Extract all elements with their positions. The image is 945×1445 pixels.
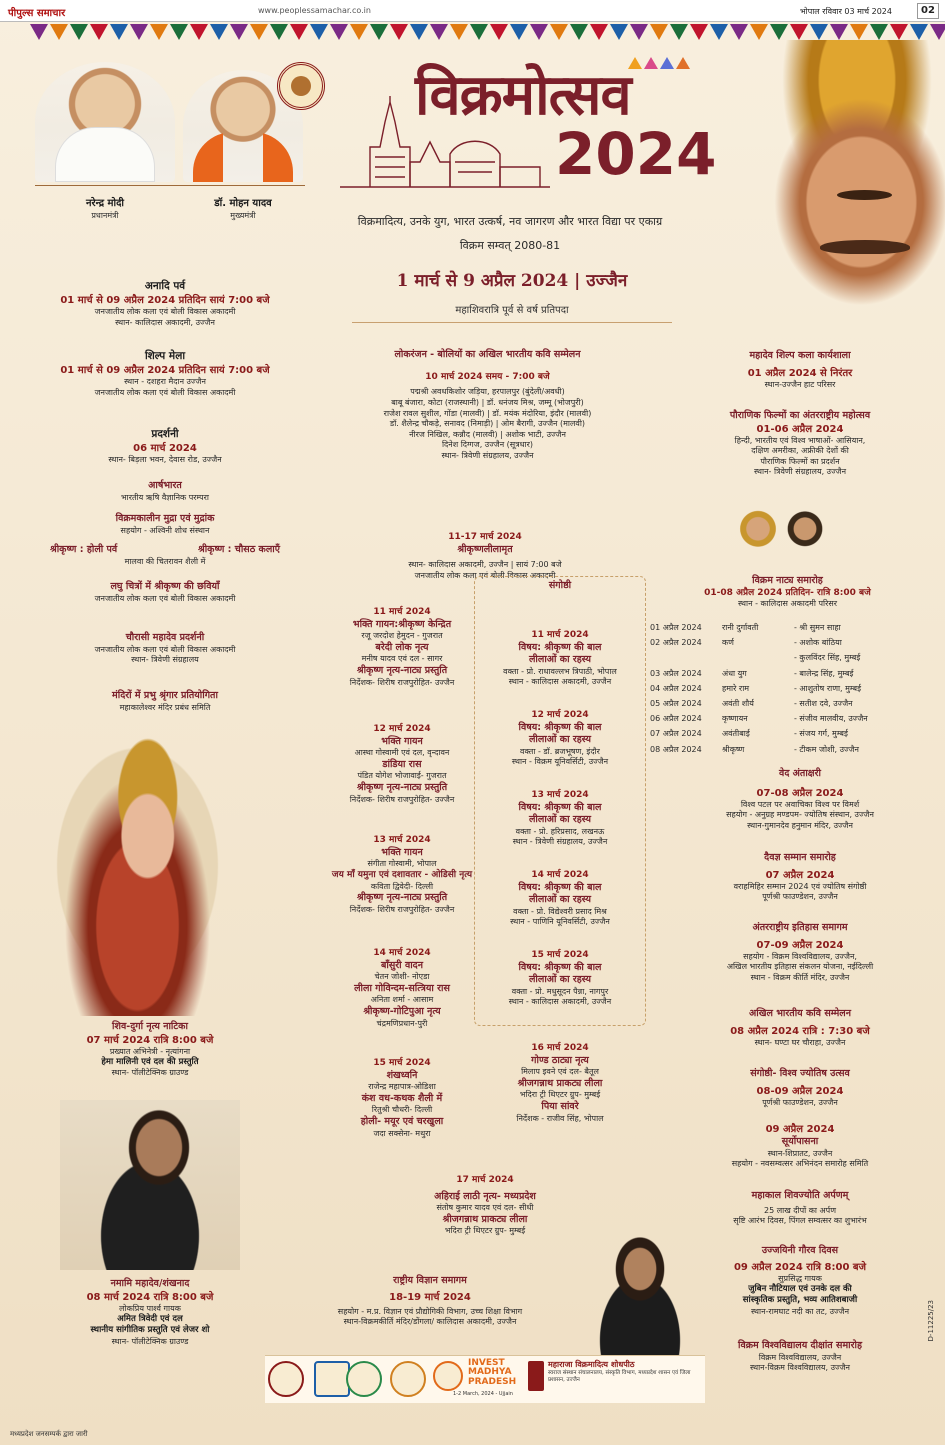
- event-title: विक्रम विश्वविद्यालय दीक्षांत समारोह: [738, 1340, 862, 1351]
- festival-year: 2024: [555, 120, 717, 188]
- day-date: 17 मार्च 2024: [456, 1175, 514, 1185]
- event-mudra: [30, 513, 300, 536]
- shodhpeeth-sub: स्वराज संस्थान संचालनालय, संस्कृति विभाग, मध्यप्रदेश शासन एवं जिला प्रशासन, उज्जैन: [548, 1370, 691, 1384]
- sangoshti-heading-block: [474, 580, 646, 593]
- venue-line: स्थान - विक्रम यूनिवर्सिटी, उज्जैन: [511, 757, 609, 767]
- event-line: स्थान- कालिदास अकादमी, उज्जैन: [115, 317, 215, 327]
- event-line: स्थान-गुमानदेव हनुमान मंदिर, उज्जैन: [747, 820, 853, 830]
- event-krishnaleelamrit: [330, 532, 640, 582]
- natya-director: - सतीश दवे, उज्जैन: [794, 699, 853, 709]
- event-date: 01 मार्च से 09 अप्रैल 2024 प्रतिदिन सायं 7:00 बजे: [60, 294, 270, 306]
- topic-line: विषय: श्रीकृष्ण की बाल: [518, 961, 602, 973]
- event-ujjayini-gaurav: [680, 1245, 920, 1317]
- topic-line: विषय: श्रीकृष्ण की बाल: [518, 721, 602, 733]
- program-line: पंडित योगेश भोजावाई- गुजरात: [357, 771, 447, 781]
- event-title: पौराणिक फिल्मों का अंतरराष्ट्रीय महोत्सव: [729, 410, 871, 421]
- natya-row: [650, 726, 882, 741]
- event-chaurasi-mahadev: [30, 632, 300, 666]
- event-date: 08 मार्च 2024 रात्रि 8:00 बजे: [86, 1291, 214, 1303]
- event-title: श्रीकृष्णलीलामृत: [457, 543, 513, 555]
- program-line: संगीता गोस्वामी, भोपाल: [367, 859, 437, 869]
- event-title: श्रीकृष्ण : चौसठ कलाएँ: [197, 544, 280, 555]
- program-line: मिलाप इवने एवं दल- बैतूल: [521, 1067, 599, 1077]
- event-pradarshani: [30, 428, 300, 466]
- natya-date: 04 अप्रैल 2024: [650, 683, 702, 693]
- program-title: लीला गोविन्दम-सत्त्रिया रास: [354, 982, 450, 994]
- event-line: सहयोग - अश्विनी शोध संस्थान: [120, 525, 210, 535]
- topic-line: लीलाओं का रहस्य: [528, 974, 592, 986]
- invest-mp-sub: 1-2 March, 2024 - Ujjain: [453, 1391, 513, 1397]
- event-mahakal-jyoti: [680, 1190, 920, 1227]
- natya-play: श्रीकृष्ण: [722, 744, 745, 754]
- event-line: हिन्दी, भारतीय एवं विश्व भाषाओं- आसियान,: [734, 435, 866, 445]
- natya-director: - कुलविंदर सिंह, मुम्बई: [794, 653, 861, 663]
- program-line: रितुश्री चौधरी- दिल्ली: [371, 1105, 433, 1115]
- event-line: जुबिन नौटियाल एवं उनके दल की: [748, 1284, 852, 1295]
- natya-row: [650, 650, 882, 665]
- program-title: पिया सांवरे: [541, 1101, 579, 1113]
- event-line: लोकप्रिय पार्श्व गायक: [119, 1303, 181, 1313]
- title-triangle: [676, 57, 690, 69]
- event-line: जनजातीय लोक कला एवं बोली विकास अकादमी: [94, 644, 236, 654]
- vikram-logo: [268, 1361, 304, 1397]
- pm-role: प्रधानमंत्री: [91, 211, 119, 220]
- event-line: जनजातीय लोक कला एवं बोली विकास अकादमी: [94, 307, 236, 317]
- event-anadi-parv: [30, 280, 300, 328]
- program-title: श्रीजगन्नाथ प्राकट्य लीला: [517, 1077, 603, 1089]
- sangoshti-heading: संगोष्ठी: [548, 580, 572, 591]
- program-line: निर्देशक - राजीव सिंह, भोपाल: [516, 1113, 604, 1123]
- natya-director: - अशोक बांठिया: [794, 638, 842, 648]
- day-16-march: [474, 1043, 646, 1124]
- event-title: लोकरंजन - बोलियों का अखिल भारतीय कवि सम्मेलन: [394, 349, 581, 360]
- venue-line: स्थान - कालिदास अकादमी, उज्जैन: [508, 677, 612, 687]
- festival-title: विक्रमोत्सव: [415, 62, 631, 128]
- day-12-march: [312, 724, 492, 805]
- event-line: स्थान-विक्रम विश्वविद्यालय, उज्जैन: [750, 1363, 850, 1373]
- event-line: स्थान- पॉलीटेक्निक ग्राउण्ड: [111, 1336, 189, 1346]
- program-line: कविता द्विवेदी- दिल्ली: [370, 881, 434, 891]
- day-date: 12 मार्च 2024: [373, 724, 431, 734]
- program-line: निर्देशक- शिरीष राजपुरोहित- उज्जैन: [349, 904, 455, 914]
- event-date: 18-19 मार्च 2024: [389, 1291, 471, 1303]
- event-line: जनजातीय लोक कला एवं बोली विकास अकादमी: [94, 593, 236, 603]
- event-line: हेमा मालिनी एवं दल की प्रस्तुति: [101, 1057, 199, 1068]
- day-date: 11 मार्च 2024: [373, 607, 431, 617]
- natya-director: - टीकम जोशी, उज्जैन: [794, 744, 859, 754]
- newspaper-brand: पीपुल्स समाचार: [8, 8, 66, 19]
- event-line: सृष्टि आरंभ दिवस, पिंगल सम्वत्सर का शुभारंभ: [733, 1216, 867, 1226]
- cm-name: डॉ. मोहन यादव: [214, 198, 272, 209]
- program-line: जदा सक्सेना- मथुरा: [373, 1128, 431, 1138]
- event-line: वराहमिहिर सम्मान 2024 एवं ज्योतिष संगोष्ठी: [733, 881, 867, 891]
- event-line: स्थान-उज्जैन हाट परिसर: [764, 379, 836, 389]
- event-laghu-chitra: [30, 581, 300, 604]
- natya-director: - आशुतोष राणा, मुम्बई: [794, 683, 862, 693]
- event-line: स्थान- घण्टा घर चौराहा, उज्जैन: [754, 1037, 846, 1047]
- venue-line: स्थान - कालिदास अकादमी, उज्जैन: [508, 997, 612, 1007]
- event-line: स्थान-रामघाट नदी का तट, उज्जैन: [750, 1306, 850, 1316]
- footer: [0, 1352, 945, 1445]
- natya-row: [650, 635, 882, 650]
- cm-role: मुख्यमंत्री: [230, 211, 256, 220]
- program-line: आस्था गोस्वामी एवं दल, वृन्दावन: [354, 748, 450, 758]
- program-title: डांडिया रास: [382, 758, 422, 770]
- event-date: 01-06 अप्रैल 2024: [756, 423, 844, 435]
- event-line: सांस्कृतिक प्रस्तुति, भव्य आतिशबाजी: [742, 1295, 858, 1306]
- event-title: प्रदर्शनी: [151, 428, 179, 440]
- topic-line: लीलाओं का रहस्य: [528, 894, 592, 906]
- natya-play: अवंतीबाई: [722, 729, 750, 739]
- event-itihas-samagam: [680, 922, 920, 983]
- event-title: महादेव शिल्प कला कार्यशाला: [749, 350, 851, 361]
- speaker-line: वक्ता - प्रो. मधुसूदन पैन्ना, नागपुर: [511, 986, 609, 996]
- natya-schedule-table: [650, 620, 882, 757]
- program-line: रजू जरदोश हेमुदन - गुजरात: [361, 631, 443, 641]
- natya-date: 02 अप्रैल 2024: [650, 638, 702, 648]
- event-title: विक्रम नाट्य समारोह: [752, 575, 823, 586]
- day-date: 13 मार्च 2024: [531, 790, 589, 800]
- event-namami-mahadev: [30, 1278, 270, 1347]
- event-kavi-sammelan: [680, 1008, 920, 1048]
- event-line: महाकालेश्वर मंदिर प्रबंध समिति: [119, 702, 211, 712]
- program-title: शंखध्वनि: [386, 1069, 418, 1081]
- program-title: श्रीकृष्ण नृत्य-नाट्य प्रस्तुति: [356, 665, 448, 677]
- event-line: अखिल भारतीय इतिहास संकलन योजना, नईदिल्ली: [726, 962, 874, 972]
- event-mahadev-shilp: [690, 350, 910, 390]
- sangoshti-day-15: [474, 950, 646, 1008]
- event-title: नमामि महादेव/शंखनाद: [110, 1278, 190, 1289]
- natya-row: [650, 666, 882, 681]
- sangoshti-day-12: [474, 710, 646, 768]
- event-line: मालवा की चितरावन शैली में: [124, 556, 206, 566]
- incredible-india-logo: [314, 1361, 350, 1397]
- natya-director: - संजीव मालवीय, उज्जैन: [794, 714, 868, 724]
- event-natya-samaroh: [660, 575, 915, 610]
- program-title: बरेदी लोक नृत्य: [375, 641, 429, 653]
- event-line: सहयोग - अनुग्रह मण्डपम- ज्योतिष संस्थान, उज्जैन: [726, 810, 874, 820]
- event-shiv-durga: [30, 1021, 270, 1079]
- event-line: स्थान-शिप्रातट, उज्जैन: [767, 1148, 833, 1158]
- speaker-line: वक्ता - प्रो. हरिप्रसाद, लखनऊ: [515, 826, 605, 836]
- government-emblem: [277, 62, 325, 110]
- event-date: 07-09 अप्रैल 2024: [756, 939, 844, 951]
- event-title: आर्षभारत: [148, 480, 182, 491]
- event-line: 25 लाख दीपों का अर्पण: [764, 1205, 836, 1215]
- newspaper-date: भोपाल रविवार 03 मार्च 2024: [800, 7, 892, 16]
- event-line: सहयोग - नवसम्वत्सर अभिनंदन समारोह समिति: [731, 1159, 869, 1169]
- event-line: पद्मश्री अवधकिशोर जड़िया, हरपालपुर (बुंदेली/अवधी): [410, 387, 565, 397]
- event-line: विश्व पटल पर अवाचिका विश्व पर विमर्श: [740, 799, 860, 809]
- program-title: श्रीजगन्नाथ प्राकट्य लीला: [442, 1213, 528, 1225]
- day-date: 11 मार्च 2024: [531, 630, 589, 640]
- day-date: 15 मार्च 2024: [373, 1058, 431, 1068]
- event-date: 01 मार्च से 09 अप्रैल 2024 प्रतिदिन सायं 7:00 बजे: [60, 364, 270, 376]
- event-line: पौराणिक फिल्मों का प्रदर्शन: [760, 456, 840, 466]
- event-jyotish-utsav: [680, 1068, 920, 1108]
- durga-dancer-photo: [35, 716, 240, 1016]
- event-line: राजेश रावल सुशील, गोंडा (मालवी) | डॉ. मयंक मंदोरिया, इंदौर (मालवी): [383, 408, 592, 418]
- pm-portrait: [35, 62, 175, 182]
- title-triangle: [644, 57, 658, 69]
- mpsac-logo: [346, 1361, 382, 1397]
- event-title: चौरासी महादेव प्रदर्शनी: [125, 632, 205, 643]
- topic-line: विषय: श्रीकृष्ण की बाल: [518, 641, 602, 653]
- event-line: नीरज निखिल, कन्नौद (मालवी) | अशोक भाटी, उज्जैन: [409, 429, 566, 439]
- natya-play: कृष्णायन: [722, 714, 748, 724]
- title-triangle: [628, 57, 642, 69]
- event-line: सहयोग - विक्रम विश्वविद्यालय, उज्जैन,: [743, 951, 857, 961]
- venue-line: स्थान - पाणिनि यूनिवर्सिटी, उज्जैन: [510, 917, 610, 927]
- event-vigyan-samagam: [280, 1275, 580, 1328]
- natya-date: 05 अप्रैल 2024: [650, 699, 702, 709]
- natya-date: 06 अप्रैल 2024: [650, 714, 702, 724]
- invest-mp-text: INVEST MADHYA PRADESH: [468, 1358, 517, 1387]
- event-line: दिनेश दिग्गज, उज्जैन (सूत्रधार): [441, 440, 534, 450]
- singer-photo: [60, 1100, 240, 1270]
- event-title: शिल्प मेला: [144, 350, 186, 362]
- festival-dates: 1 मार्च से 9 अप्रैल 2024 | उज्जैन: [396, 271, 628, 291]
- event-date: 09 अप्रैल 2024 रात्रि 8:00 बजे: [733, 1261, 867, 1273]
- program-title: श्रीकृष्ण नृत्य-नाट्य प्रस्तुति: [356, 892, 448, 904]
- program-line: संतोष कुमार यादव एवं दल- सीधी: [436, 1203, 534, 1213]
- program-line: निर्देशक- शिरीष राजपुरोहित- उज्जैन: [349, 677, 455, 687]
- event-line: स्थान - कालिदास अकादमी परिसर: [737, 599, 838, 609]
- event-lokranjan: [305, 349, 670, 461]
- program-title: जय माँ यमुना एवं दशावतार - ओडिसी नृत्य: [331, 869, 473, 880]
- natya-date: 07 अप्रैल 2024: [650, 729, 702, 739]
- day-17-march: [360, 1175, 610, 1237]
- event-title: अखिल भारतीय कवि सम्मेलन: [749, 1008, 851, 1019]
- program-line: भदिरा ट्री थिएटर ग्रुप- मुम्बई: [519, 1090, 601, 1100]
- event-title: शिव-दुर्गा नृत्य नाटिका: [112, 1021, 188, 1032]
- festival-subtitle: विक्रमादित्य, उनके युग, भारत उत्कर्ष, नव जागरण और भारत विद्या पर एकाग्र: [357, 215, 663, 228]
- program-title: भक्ति गायन: [381, 846, 423, 858]
- event-title: अनादि पर्व: [144, 280, 186, 292]
- natya-row: [650, 620, 882, 635]
- event-date: 01-08 अप्रैल 2024 प्रतिदिन- रात्रि 8:00 बजे: [704, 587, 871, 598]
- shodhpeeth-title: महाराजा विक्रमादित्य शोधपीठ: [548, 1360, 635, 1369]
- day-11-march: [312, 607, 492, 688]
- program-title: अहिराई लाठी नृत्य- मध्यप्रदेश: [434, 1190, 536, 1202]
- page-number: 02: [917, 3, 939, 19]
- natya-director: - संजय गर्ग, मुम्बई: [794, 729, 848, 739]
- leaders-underline: [35, 185, 305, 186]
- natya-play: कर्ण: [722, 638, 734, 648]
- natya-date: 08 अप्रैल 2024: [650, 744, 702, 754]
- program-line: भदिरा ट्री थिएटर ग्रुप- मुम्बई: [444, 1226, 526, 1236]
- speaker-line: वक्ता - प्रो. राधावल्लभ त्रिपाठी, भोपाल: [503, 666, 617, 676]
- event-line: स्थान- त्रिवेणी संग्रहालय, उज्जैन: [753, 467, 847, 477]
- day-date: 15 मार्च 2024: [531, 950, 589, 960]
- vikram-samvat: विक्रम सम्वत् 2080-81: [459, 239, 561, 252]
- program-title: होली- मयूर एवं चरखुला: [360, 1116, 444, 1128]
- topic-line: विषय: श्रीकृष्ण की बाल: [518, 881, 602, 893]
- natya-play: हमारे राम: [722, 683, 750, 693]
- issued-by: मध्यप्रदेश जनसम्पर्क द्वारा जारी: [10, 1430, 88, 1438]
- sangoshti-day-13: [474, 790, 646, 848]
- program-line: मनीष यादव एवं दल - सागर: [361, 654, 443, 664]
- event-line: प्रख्यात अभिनेत्री - नृत्यांगना: [109, 1046, 191, 1056]
- program-title: गोण्ड ठाट्या नृत्य: [531, 1054, 589, 1066]
- event-line: अमित त्रिवेदी एवं दल: [117, 1314, 183, 1325]
- vikramaditya-portrait: [725, 40, 945, 310]
- natya-row: [650, 696, 882, 711]
- program-title: भक्ति गायन:श्रीकृष्ण केन्द्रित: [352, 618, 452, 630]
- sangoshti-day-14: [474, 870, 646, 928]
- event-line: पूर्णश्री फाउण्डेशन, उज्जैन: [762, 892, 838, 902]
- event-krishna-holi: [50, 544, 280, 567]
- event-daivagya-samman: [680, 852, 920, 903]
- natya-play: रानी दुर्गावती: [722, 623, 759, 633]
- event-line: डॉ. शैलेन्द्र चौकड़े, सनावद (निमाड़ी) | ओम बैरागी, उज्जैन (मालवी): [389, 419, 586, 429]
- event-title: दैवज्ञ सम्मान समारोह: [764, 852, 836, 863]
- day-date: 13 मार्च 2024: [373, 835, 431, 845]
- event-line: विक्रम विश्वविद्यालय, उज्जैन: [758, 1352, 842, 1362]
- title-triangle: [660, 57, 674, 69]
- event-line: भारतीय ऋषि वैज्ञानिक परम्परा: [121, 492, 209, 502]
- newspaper-url: www.peoplessamachar.co.in: [258, 6, 371, 15]
- program-line: राजेन्द्र महापात्र-ओडिशा: [368, 1082, 436, 1092]
- event-suryopasana: [680, 1123, 920, 1170]
- event-ved-antakshari: [680, 768, 920, 831]
- program-title: भक्ति गायन: [381, 735, 423, 747]
- event-line: स्थान - विक्रम कीर्ति मंदिर, उज्जैन: [750, 972, 850, 982]
- program-title: बाँसुरी वादन: [380, 959, 424, 971]
- program-line: चंद्रमणिप्रधान-पुरी: [376, 1018, 428, 1028]
- event-line: सहयोग - म.प्र. विज्ञान एवं प्रौद्योगिकी विभाग, उच्च शिक्षा विभाग: [337, 1306, 523, 1316]
- natya-director: - श्री सुमन साहा: [794, 623, 841, 633]
- natya-play: अंधा युग: [722, 668, 747, 678]
- event-date: 07 अप्रैल 2024: [765, 869, 835, 881]
- date-underline: [352, 322, 672, 323]
- event-mandir-shringar: [30, 690, 300, 713]
- event-date: 09 अप्रैल 2024: [765, 1124, 835, 1135]
- event-title: सूर्योपासना: [781, 1136, 819, 1148]
- natya-actors-photo: [733, 505, 833, 573]
- bunting-decoration: [30, 24, 710, 44]
- day-date: 14 मार्च 2024: [373, 948, 431, 958]
- shodhpeeth-icon: [528, 1361, 544, 1391]
- event-line: बाबू बंजारा, कोटा (राजस्थानी) | डॉ. धनंजय मिश्र, जम्मू (भोजपुरी): [391, 397, 584, 407]
- event-line: स्थान - दशहरा मैदान उज्जैन: [124, 377, 206, 387]
- event-date: 07 मार्च 2024 रात्रि 8:00 बजे: [86, 1034, 214, 1046]
- event-date: 08-09 अप्रैल 2024: [756, 1085, 844, 1097]
- shodhpeeth-logo: [528, 1359, 703, 1399]
- event-line: स्थान- बिड़ला भवन, देवास रोड, उज्जैन: [108, 455, 222, 465]
- invest-mp-logo: [433, 1357, 523, 1401]
- event-line: दक्षिण अमरीका, अफ्रीकी देशों की: [751, 446, 849, 456]
- topic-line: लीलाओं का रहस्य: [528, 814, 592, 826]
- event-line: स्थान- त्रिवेणी संग्रहालय: [131, 655, 199, 665]
- natya-play: अवंती शौर्य: [722, 699, 754, 709]
- natya-row: [650, 742, 882, 757]
- program-title: श्रीकृष्ण-गोटिपुआ नृत्य: [363, 1006, 441, 1018]
- day-14-march: [312, 948, 492, 1029]
- day-date: 14 मार्च 2024: [531, 870, 589, 880]
- event-title: संगोष्ठी- विश्व ज्योतिष उत्सव: [750, 1068, 850, 1079]
- festival-dates-sub: महाशिवरात्रि पूर्व से वर्ष प्रतिपदा: [455, 305, 569, 316]
- event-title: विक्रमकालीन मुद्रा एवं मुद्रांक: [115, 513, 215, 524]
- natya-row: [650, 681, 882, 696]
- ad-code: D-11225/23: [927, 1300, 935, 1342]
- speaker-line: वक्ता - प्रो. विद्येश्वरी प्रसाद मिश्र: [513, 906, 607, 916]
- event-date: 07-08 अप्रैल 2024: [756, 787, 844, 799]
- event-shilp-mela: [30, 350, 300, 398]
- event-title: श्रीकृष्ण : होली पर्व: [50, 544, 118, 555]
- event-title: लघु चित्रों में श्रीकृष्ण की छवियाँ: [110, 581, 220, 592]
- day-15-march: [312, 1058, 492, 1139]
- program-line: अनिता शर्मा - आसाम: [370, 995, 434, 1005]
- event-date: 10 मार्च 2024 समय - 7:00 बजे: [425, 371, 550, 382]
- event-line: स्थान-विक्रमकीर्ति मंदिर/डोंगला/ कालिदास अकादमी, उज्जैन: [343, 1317, 517, 1327]
- program-title: कंश वध-कथक शैली में: [361, 1092, 443, 1104]
- event-title: वेद अंताक्षरी: [779, 768, 821, 779]
- invest-mp-icon: [433, 1361, 463, 1391]
- pm-name: नरेन्द्र मोदी: [86, 198, 124, 209]
- event-line: जनजातीय लोक कला एवं बोली विकास अकादमी: [414, 570, 556, 580]
- event-title: मंदिरों में प्रभु श्रृंगार प्रतियोगिता: [112, 690, 218, 701]
- natya-date: 01 अप्रैल 2024: [650, 623, 702, 633]
- program-title: श्रीकृष्ण नृत्य-नाट्य प्रस्तुति: [356, 782, 448, 794]
- program-line: चेतन जोशी- नोएडा: [374, 972, 430, 982]
- event-date: 01 अप्रैल 2024 से निरंतर: [747, 367, 853, 379]
- event-line: पूर्णश्री फाउण्डेशन, उज्जैन: [762, 1097, 838, 1107]
- event-arsh-bharat: [30, 480, 300, 503]
- topic-line: लीलाओं का रहस्य: [528, 734, 592, 746]
- day-date: 12 मार्च 2024: [531, 710, 589, 720]
- venue-line: स्थान - त्रिवेणी संग्रहालय, उज्जैन: [512, 837, 608, 847]
- sangoshti-day-11: [474, 630, 646, 688]
- event-line: स्थानीय सांगीतिक प्रस्तुति एवं लेजर शो: [90, 1325, 210, 1336]
- event-line: स्थान- त्रिवेणी संग्रहालय, उज्जैन: [441, 450, 534, 460]
- event-line: स्थान- पॉलीटेक्निक ग्राउण्ड: [111, 1068, 189, 1078]
- event-line: सुप्रसिद्ध गायक: [778, 1273, 822, 1283]
- speaker-line: वक्ता - डॉ. ब्रजभूषण, इंदौर: [520, 746, 600, 756]
- natya-date: 03 अप्रैल 2024: [650, 668, 702, 678]
- program-line: निर्देशक- शिरीष राजपुरोहित- उज्जैन: [349, 794, 455, 804]
- event-title: अंतरराष्ट्रीय इतिहास समागम: [752, 922, 848, 933]
- event-line: जनजातीय लोक कला एवं बोली विकास अकादमी: [94, 387, 236, 397]
- event-date: 06 मार्च 2024: [133, 442, 197, 454]
- event-pauranik-film: [685, 410, 915, 478]
- event-title: उज्जयिनी गौरव दिवस: [761, 1245, 839, 1256]
- natya-row: [650, 711, 882, 726]
- natya-director: - बालेन्द्र सिंह, मुम्बई: [794, 668, 854, 678]
- event-date: 11-17 मार्च 2024: [448, 532, 522, 542]
- topic-line: विषय: श्रीकृष्ण की बाल: [518, 801, 602, 813]
- topic-line: लीलाओं का रहस्य: [528, 654, 592, 666]
- event-title: राष्ट्रीय विज्ञान समागम: [393, 1275, 467, 1286]
- event-title: महाकाल शिवज्योति अर्पणम्: [751, 1190, 849, 1201]
- science-logo: [390, 1361, 426, 1397]
- event-date: 08 अप्रैल 2024 रात्रि : 7:30 बजे: [730, 1025, 870, 1037]
- day-date: 16 मार्च 2024: [531, 1043, 589, 1053]
- event-line: स्थान- कालिदास अकादमी, उज्जैन | सायं 7:00 बजे: [408, 560, 562, 570]
- masthead: [0, 0, 945, 22]
